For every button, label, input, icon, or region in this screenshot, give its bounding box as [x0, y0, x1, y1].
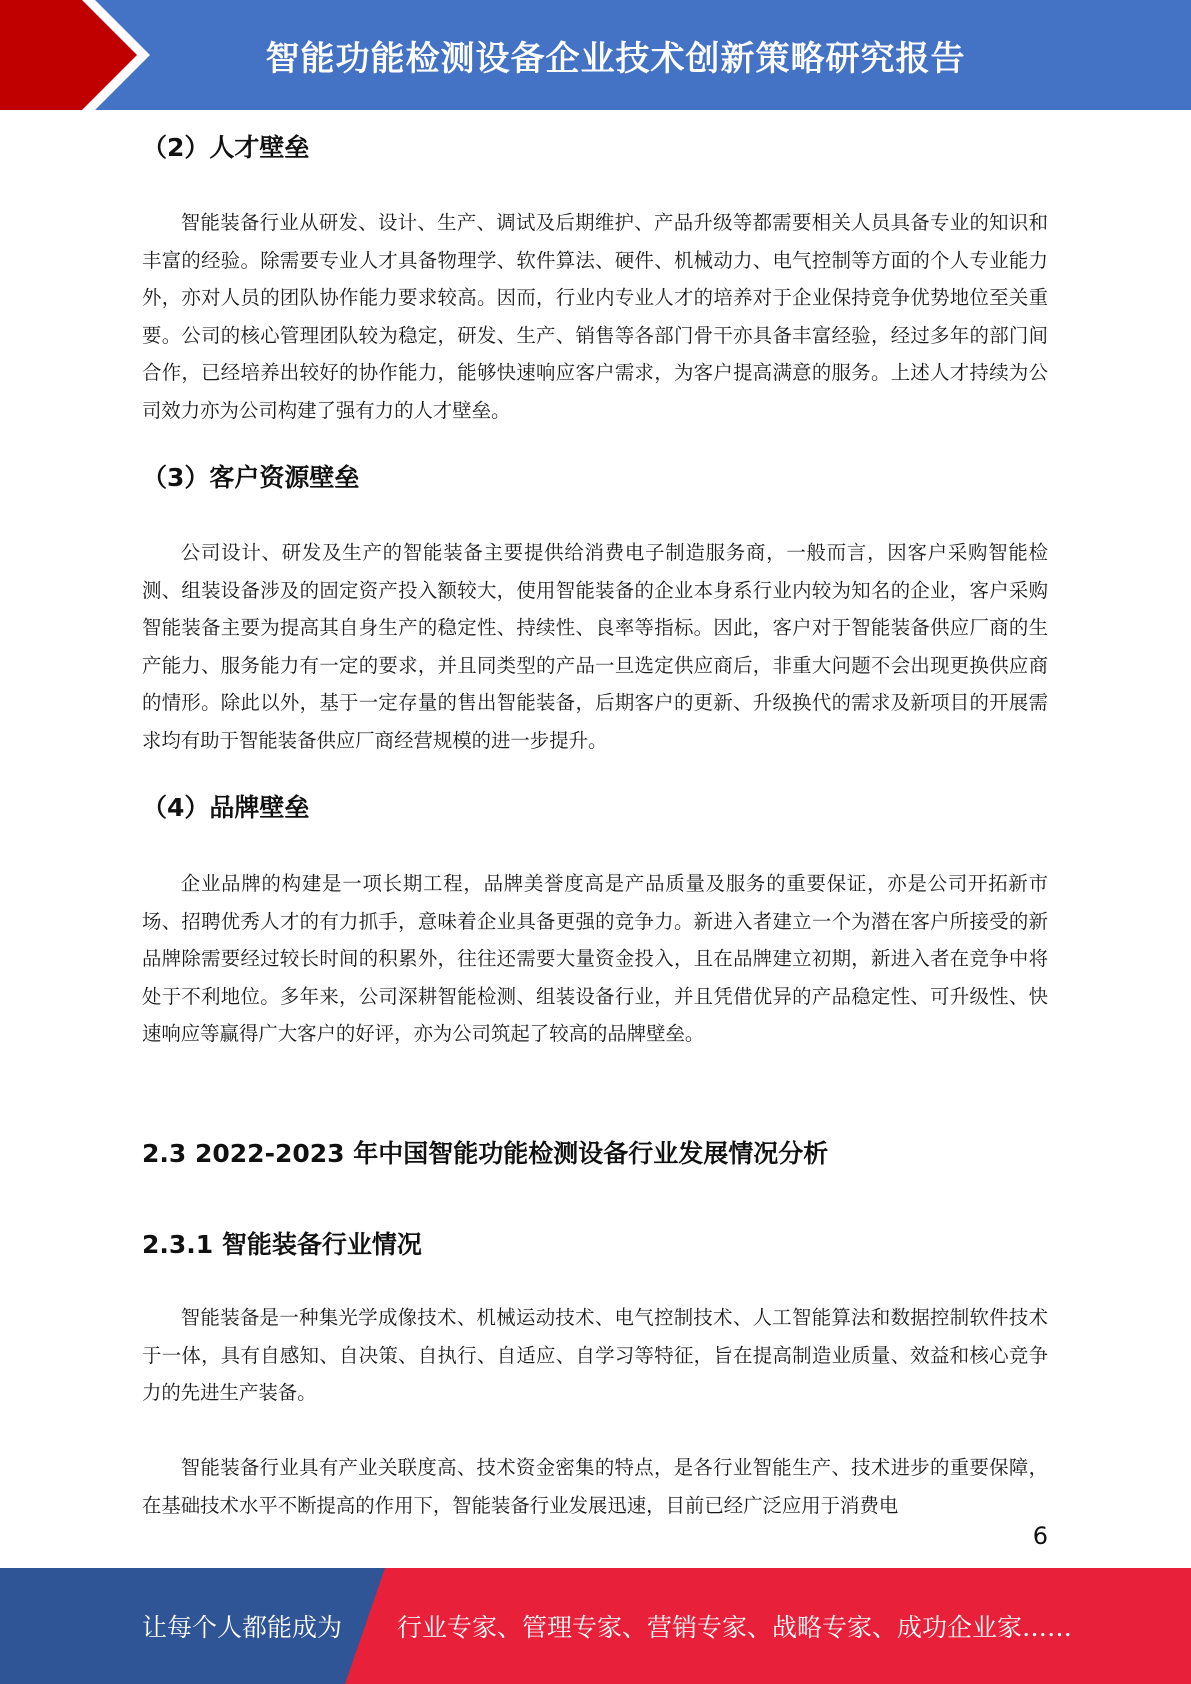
footer-slogan-left: 让每个人都能成为: [142, 1613, 343, 1642]
paragraph-brand-barrier: 企业品牌的构建是一项长期工程，品牌美誉度高是产品质量及服务的重要保证，亦是公司开拓新市场、招聘优秀人才的有力抓手，意味着企业具备更强的竞争力。新进入者建立一个为潜在客户所接受的新品牌除需要经过较长时间的积累外，往往还需要大量资金投入，且在品牌建立初期，新进入者在竞争中将处于不利地位。多年来，公司深耕智能检测、组装设备行业，并且凭借优异的产品稳定性、可升级性、快速响应等赢得广大客户的好评，亦为公司筑起了较高的品牌壁垒。: [142, 872, 1048, 1045]
paragraph-talent-barrier: 智能装备行业从研发、设计、生产、调试及后期维护、产品升级等都需要相关人员具备专业的知识和丰富的经验。除需要专业人才具备物理学、软件算法、硬件、机械动力、电气控制等方面的个人专业能力外，亦对人员的团队协作能力要求较高。因而，行业内专业人才的培养对于企业保持竞争优势地位至关重要。公司的核心管理团队较为稳定，研发、生产、销售等各部门骨干亦具备丰富经验，经过多年的部门间合作，已经培养出较好的协作能力，能够快速响应客户需求，为客户提高满意的服务。上述人才持续为公司效力亦为公司构建了强有力的人才壁垒。: [142, 211, 1048, 422]
page-number: 6: [1032, 1522, 1048, 1550]
header-red-chevron: [0, 0, 160, 110]
paragraph-customer-barrier: 公司设计、研发及生产的智能装备主要提供给消费电子制造服务商，一般而言，因客户采购智能检测、组装设备涉及的固定资产投入额较大，使用智能装备的企业本身系行业内较为知名的企业，客户采购智能装备主要为提高其自身生产的稳定性、持续性、良率等指标。因此，客户对于智能装备供应厂商的生产能力、服务能力有一定的要求，并且同类型的产品一旦选定供应商后，非重大问题不会出现更换供应商的情形。除此以外，基于一定存量的售出智能装备，后期客户的更新、升级换代的需求及新项目的开展需求均有助于智能装备供应厂商经营规模的进一步提升。: [142, 541, 1048, 752]
section-heading-2-3: 2.3 2022-2023 年中国智能功能检测设备行业发展情况分析: [142, 1139, 829, 1168]
paragraph-smart-equipment-industry: 智能装备行业具有产业关联度高、技术资金密集的特点，是各行业智能生产、技术进步的重要保障，在基础技术水平不断提高的作用下，智能装备行业发展迅速，目前已经广泛应用于消费电: [142, 1456, 1048, 1517]
page-header: [0, 0, 1191, 110]
report-title: 智能功能检测设备企业技术创新策略研究报告: [265, 38, 966, 79]
heading-customer-barrier: （3）客户资源壁垒: [142, 463, 360, 492]
paragraph-smart-equipment-intro: 智能装备是一种集光学成像技术、机械运动技术、电气控制技术、人工智能算法和数据控制软件技术于一体，具有自感知、自决策、自执行、自适应、自学习等特征，旨在提高制造业质量、效益和核心竞争力的先进生产装备。: [142, 1306, 1048, 1404]
footer-slogan-right: 行业专家、管理专家、营销专家、战略专家、成功企业家……: [397, 1613, 1073, 1642]
page-footer: [0, 1568, 1191, 1684]
heading-brand-barrier: （4）品牌壁垒: [142, 793, 310, 822]
heading-talent-barrier: （2）人才壁垒: [142, 133, 310, 162]
section-heading-2-3-1: 2.3.1 智能装备行业情况: [142, 1230, 422, 1259]
